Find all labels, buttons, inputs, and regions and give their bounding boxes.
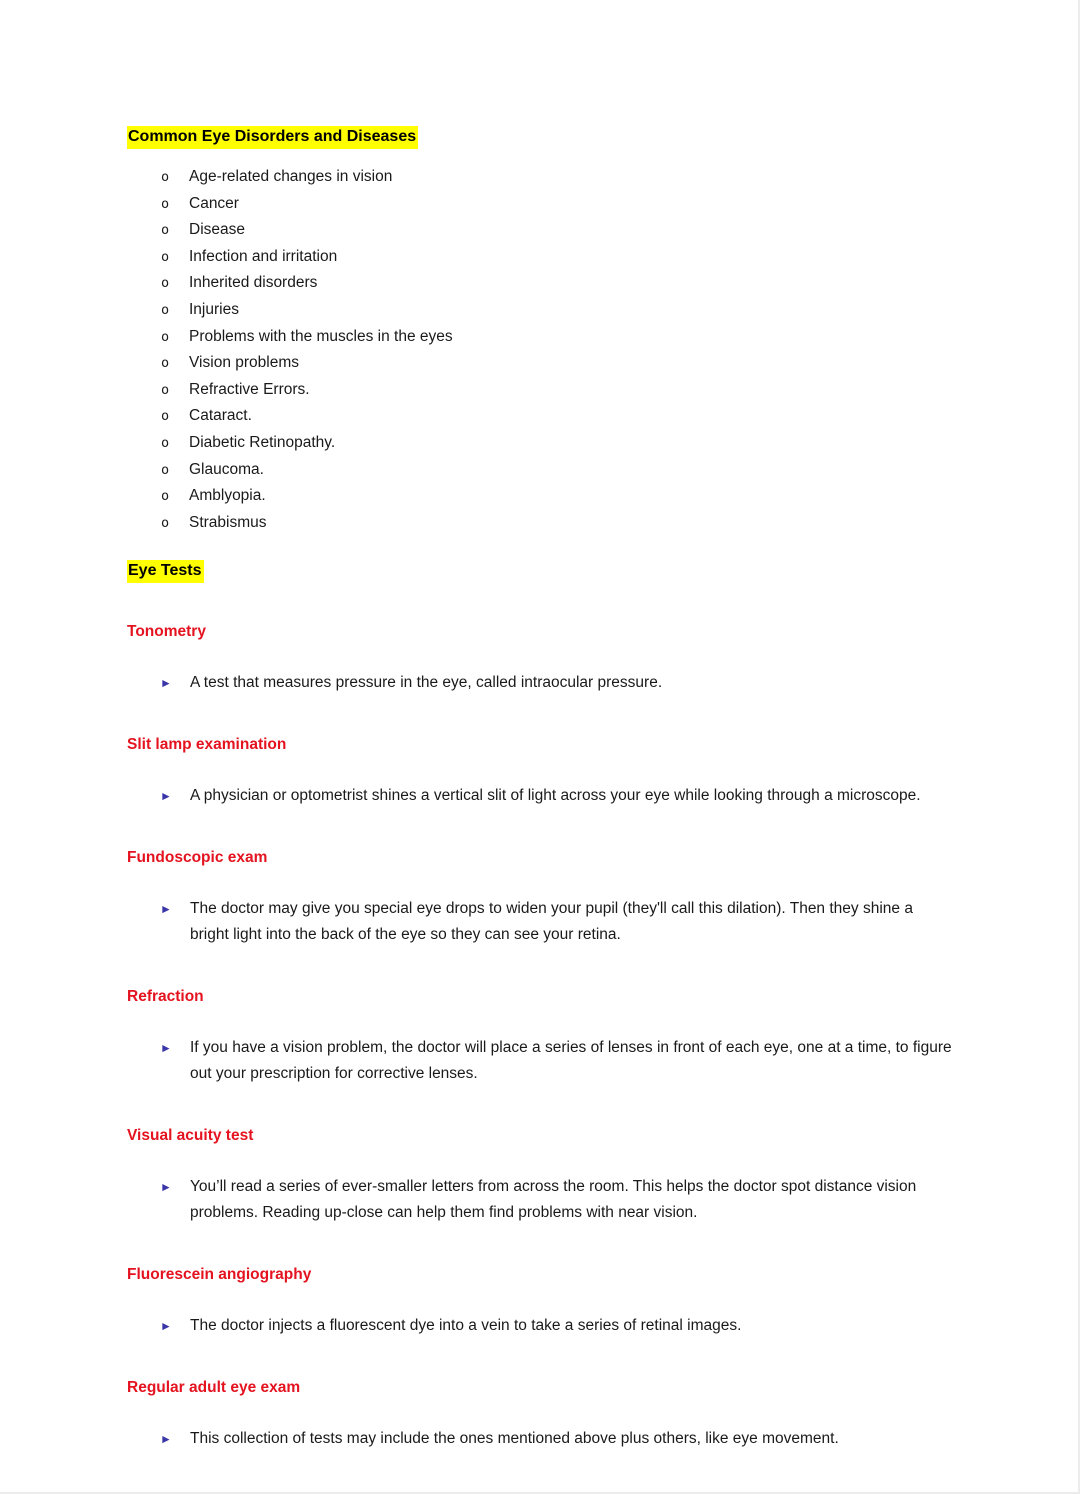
disorder-list-item-label: Amblyopia.: [189, 487, 266, 505]
circle-bullet-icon: o: [161, 301, 170, 318]
disorder-list-item-label: Vision problems: [189, 354, 299, 372]
eye-test-description-text: A physician or optometrist shines a vertical slit of light across your eye while looking through a microscope.: [190, 787, 921, 805]
arrow-bullet-icon: ►: [160, 1041, 172, 1056]
eye-test-heading: Fundoscopic exam: [127, 849, 268, 867]
eye-tests-sections: [127, 621, 953, 1452]
eye-test-description-text: The doctor may give you special eye drops to widen your pupil (they'll call this dilation). Then they shine a bright light into the back of the eye so they can see your retina.: [190, 900, 913, 944]
eye-tests-section-title: Eye Tests: [127, 560, 204, 583]
disorder-list-item: [127, 430, 953, 457]
arrow-bullet-icon: ►: [160, 789, 172, 804]
disorder-list-item: [127, 217, 953, 244]
disorders-section-title: Common Eye Disorders and Diseases: [127, 126, 418, 149]
circle-bullet-icon: o: [161, 248, 170, 265]
eye-test-heading: Fluorescein angiography: [127, 1266, 312, 1284]
disorder-list-item-label: Refractive Errors.: [189, 380, 310, 398]
disorder-list-item: [127, 324, 953, 351]
circle-bullet-icon: o: [161, 514, 170, 531]
disorder-list-item-label: Infection and irritation: [189, 247, 338, 265]
eye-test-description-row: [127, 1035, 953, 1087]
eye-test-heading: Tonometry: [127, 623, 206, 641]
arrow-bullet-icon: ►: [160, 902, 172, 917]
circle-bullet-icon: o: [161, 408, 170, 425]
arrow-bullet-icon: ►: [160, 1319, 172, 1334]
disorder-list-item: [127, 377, 953, 404]
eye-test-description-text: If you have a vision problem, the doctor will place a series of lenses in front of each eye, one at a time, to figure out your prescription for corrective lenses.: [190, 1039, 952, 1083]
disorder-list-item-label: Inherited disorders: [189, 274, 318, 292]
circle-bullet-icon: o: [161, 328, 170, 345]
disorder-list-item: [127, 457, 953, 484]
disorder-list-item-label: Cataract.: [189, 407, 252, 425]
circle-bullet-icon: o: [161, 461, 170, 478]
eye-test-heading: Visual acuity test: [127, 1127, 254, 1145]
disorder-list-item: [127, 403, 953, 430]
eye-test-description-row: [127, 1426, 953, 1452]
eye-test-description-row: [127, 1313, 953, 1339]
circle-bullet-icon: o: [161, 222, 170, 239]
disorder-list-item: [127, 483, 953, 510]
disorders-list: [127, 164, 953, 536]
circle-bullet-icon: o: [161, 434, 170, 451]
arrow-bullet-icon: ►: [160, 1180, 172, 1195]
disorder-list-item-label: Problems with the muscles in the eyes: [189, 327, 453, 345]
eye-test-description-text: You’ll read a series of ever-smaller letters from across the room. This helps the doctor spot distance vision problems. Reading up-close can help them find problems with near vision.: [190, 1178, 917, 1222]
eye-test-heading: Regular adult eye exam: [127, 1379, 301, 1397]
eye-test-description-row: [127, 670, 953, 696]
circle-bullet-icon: o: [161, 381, 170, 398]
circle-bullet-icon: o: [161, 195, 170, 212]
disorder-list-item: [127, 510, 953, 537]
circle-bullet-icon: o: [161, 169, 170, 185]
disorder-list-item: [127, 244, 953, 271]
eye-test-description-text: This collection of tests may include the ones mentioned above plus others, like eye movement.: [190, 1430, 839, 1448]
arrow-bullet-icon: ►: [160, 676, 172, 691]
disorder-list-item-label: Glaucoma.: [189, 460, 264, 478]
eye-test-description-row: [127, 783, 953, 809]
disorder-list-item-label: Strabismus: [189, 513, 267, 531]
disorder-list-item: [127, 191, 953, 218]
disorder-list-item-label: Cancer: [189, 194, 239, 212]
disorder-list-item-label: Age-related changes in vision: [189, 168, 393, 185]
disorder-list-item: [127, 297, 953, 324]
eye-test-description-text: A test that measures pressure in the eye, called intraocular pressure.: [190, 674, 663, 692]
disorder-list-item: [127, 270, 953, 297]
circle-bullet-icon: o: [161, 355, 170, 372]
arrow-bullet-icon: ►: [160, 1432, 172, 1447]
disorder-list-item-label: Disease: [189, 221, 245, 239]
eye-test-heading: Refraction: [127, 988, 204, 1006]
disorder-list-item-label: Diabetic Retinopathy.: [189, 433, 336, 451]
circle-bullet-icon: o: [161, 488, 170, 505]
disorder-list-item-label: Injuries: [189, 300, 239, 318]
eye-test-description-row: [127, 896, 953, 948]
eye-test-description-text: The doctor injects a fluorescent dye into a vein to take a series of retinal images.: [190, 1317, 742, 1335]
eye-test-description-row: [127, 1174, 953, 1226]
disorder-list-item: [127, 350, 953, 377]
eye-test-heading: Slit lamp examination: [127, 736, 287, 754]
circle-bullet-icon: o: [161, 275, 170, 292]
disorder-list-item: [127, 164, 953, 191]
